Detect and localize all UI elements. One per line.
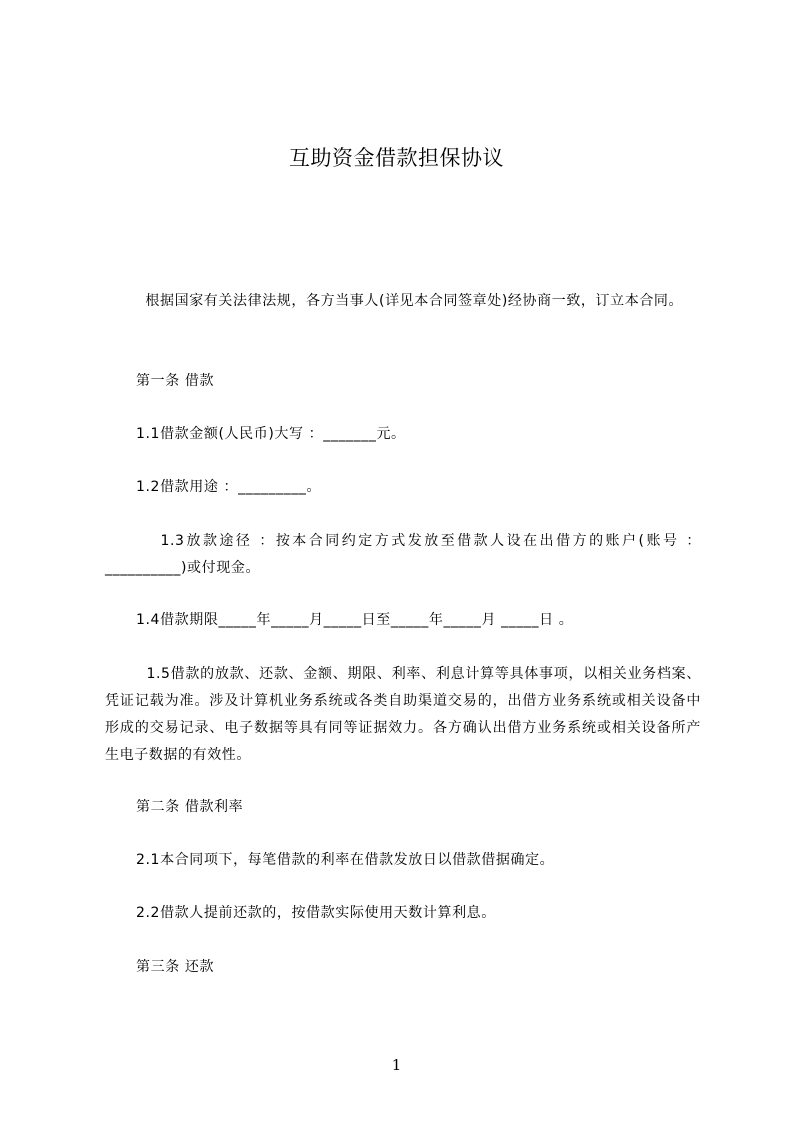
intro-paragraph: 根据国家有关法律法规，各方当事人(详见本合同签章处)经协商一致，订立本合同。 (105, 293, 684, 309)
article-1-heading: 第一条 借款 (136, 373, 215, 389)
clause-2-1: 2.1本合同项下，每笔借款的利率在借款发放日以借款借据确定。 (136, 852, 555, 868)
article-3-heading: 第三条 还款 (136, 959, 215, 975)
clause-1-3: 1.3放款途径 ：按本合同约定方式发放至借款人设在出借方的账户(账号 ：__________)或付现金。 (105, 533, 701, 576)
clause-1-1: 1.1借款金额(人民币)大写 ：_______元。 (136, 426, 406, 442)
document-title: 互助资金借款担保协议 (289, 146, 504, 170)
clause-1-2: 1.2借款用途 ：_________。 (136, 479, 322, 495)
article-2-heading: 第二条 借款利率 (136, 799, 244, 815)
clause-1-5: 1.5借款的放款、还款、金额、期限、利率、利息计算等具体事项，以相关业务档案、凭证记载为准。涉及计算机业务系统或各类自助渠道交易的，出借方业务系统或相关设备中形成的交易记录、电子数据等具有同等证据效力。各方确认出借方业务系统或相关设备所产生电子数据的有效性。 (105, 666, 701, 763)
clause-2-2: 2.2借款人提前还款的，按借款实际使用天数计算利息。 (136, 905, 496, 921)
page-number: 1 (391, 1056, 402, 1074)
clause-1-4: 1.4借款期限_____年_____月_____日至_____年_____月 _____日 。 (136, 612, 574, 628)
